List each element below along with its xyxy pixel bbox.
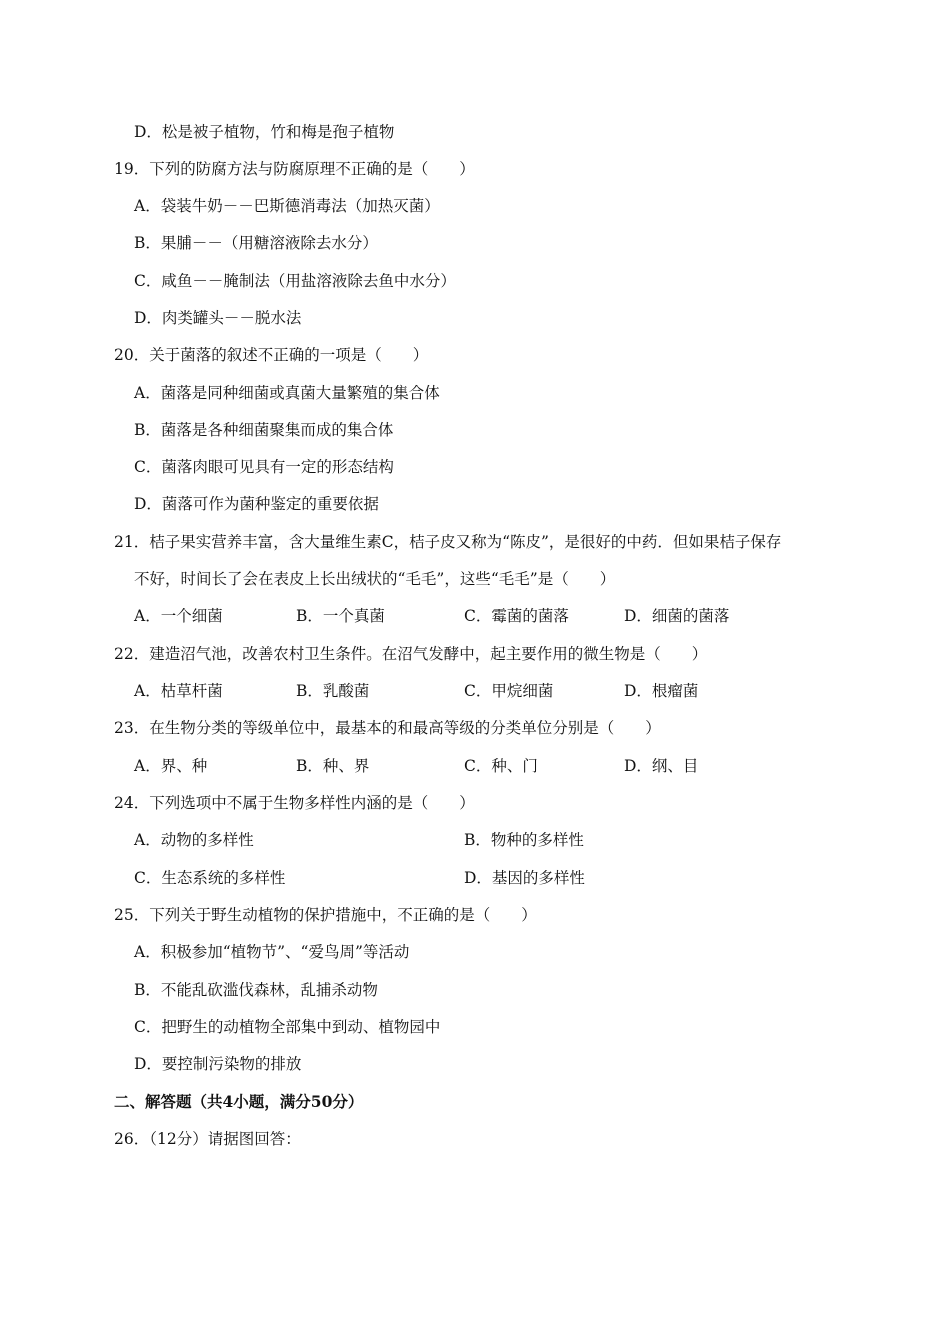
q21-stem-line1: 21．桔子果实营养丰富，含大量维生素C，桔子皮又称为“陈皮”，是很好的中药．但如果桔子保存: [114, 533, 782, 551]
q25-option-d: D．要控制污染物的排放: [134, 1055, 302, 1073]
q21-stem-line2: 不好，时间长了会在表皮上长出绒状的“毛毛”，这些“毛毛”是（ ）: [134, 570, 616, 588]
q22-option-d: D．根瘤菌: [624, 682, 699, 700]
q20-option-d: D．菌落可作为菌种鉴定的重要依据: [134, 495, 379, 513]
q23-option-c: C．种、门: [464, 757, 538, 775]
q21-option-c: C．霉菌的菌落: [464, 607, 569, 625]
q22-option-b: B．乳酸菌: [296, 682, 370, 700]
q24-stem: 24．下列选项中不属于生物多样性内涵的是（ ）: [114, 794, 475, 812]
q24-option-c: C．生态系统的多样性: [134, 869, 286, 887]
q21-option-b: B．一个真菌: [296, 607, 385, 625]
q22-option-c: C．甲烷细菌: [464, 682, 554, 700]
q19-option-b: B．果脯－－（用糖溶液除去水分）: [134, 234, 378, 252]
q23-option-a: A．界、种: [134, 757, 208, 775]
q22-option-a: A．枯草杆菌: [134, 682, 223, 700]
q25-option-b: B．不能乱砍滥伐森林，乱捕杀动物: [134, 981, 378, 999]
q23-stem: 23．在生物分类的等级单位中，最基本的和最高等级的分类单位分别是（ ）: [114, 719, 661, 737]
q21-option-a: A．一个细菌: [134, 607, 223, 625]
q25-option-c: C．把野生的动植物全部集中到动、植物园中: [134, 1018, 441, 1036]
q19-option-c: C．咸鱼－－腌制法（用盐溶液除去鱼中水分）: [134, 272, 456, 290]
q25-stem: 25．下列关于野生动植物的保护措施中，不正确的是（ ）: [114, 906, 537, 924]
q20-stem: 20．关于菌落的叙述不正确的一项是（ ）: [114, 346, 429, 364]
q20-option-c: C．菌落肉眼可见具有一定的形态结构: [134, 458, 394, 476]
q25-option-a: A．积极参加“植物节”、“爱鸟周”等活动: [134, 943, 410, 961]
q26-stem: 26．（12分）请据图回答：: [114, 1130, 301, 1148]
q20-option-a: A．菌落是同种细菌或真菌大量繁殖的集合体: [134, 384, 440, 402]
q24-option-b: B．物种的多样性: [464, 831, 584, 849]
q19-option-a: A．袋装牛奶－－巴斯德消毒法（加热灭菌）: [134, 197, 440, 215]
q22-stem: 22．建造沼气池，改善农村卫生条件。在沼气发酵中，起主要作用的微生物是（ ）: [114, 645, 708, 663]
q19-option-d: D．肉类罐头－－脱水法: [134, 309, 302, 327]
q21-option-d: D．细菌的菌落: [624, 607, 730, 625]
q20-option-b: B．菌落是各种细菌聚集而成的集合体: [134, 421, 394, 439]
q24-option-d: D．基因的多样性: [464, 869, 585, 887]
q19-stem: 19．下列的防腐方法与防腐原理不正确的是（ ）: [114, 160, 475, 178]
q18-option-d: D．松是被子植物，竹和梅是孢子植物: [134, 123, 395, 141]
q23-option-d: D．纲、目: [624, 757, 699, 775]
q24-option-a: A．动物的多样性: [134, 831, 254, 849]
q23-option-b: B．种、界: [296, 757, 370, 775]
section-2-title: 二、解答题（共4小题，满分50分）: [114, 1092, 364, 1111]
